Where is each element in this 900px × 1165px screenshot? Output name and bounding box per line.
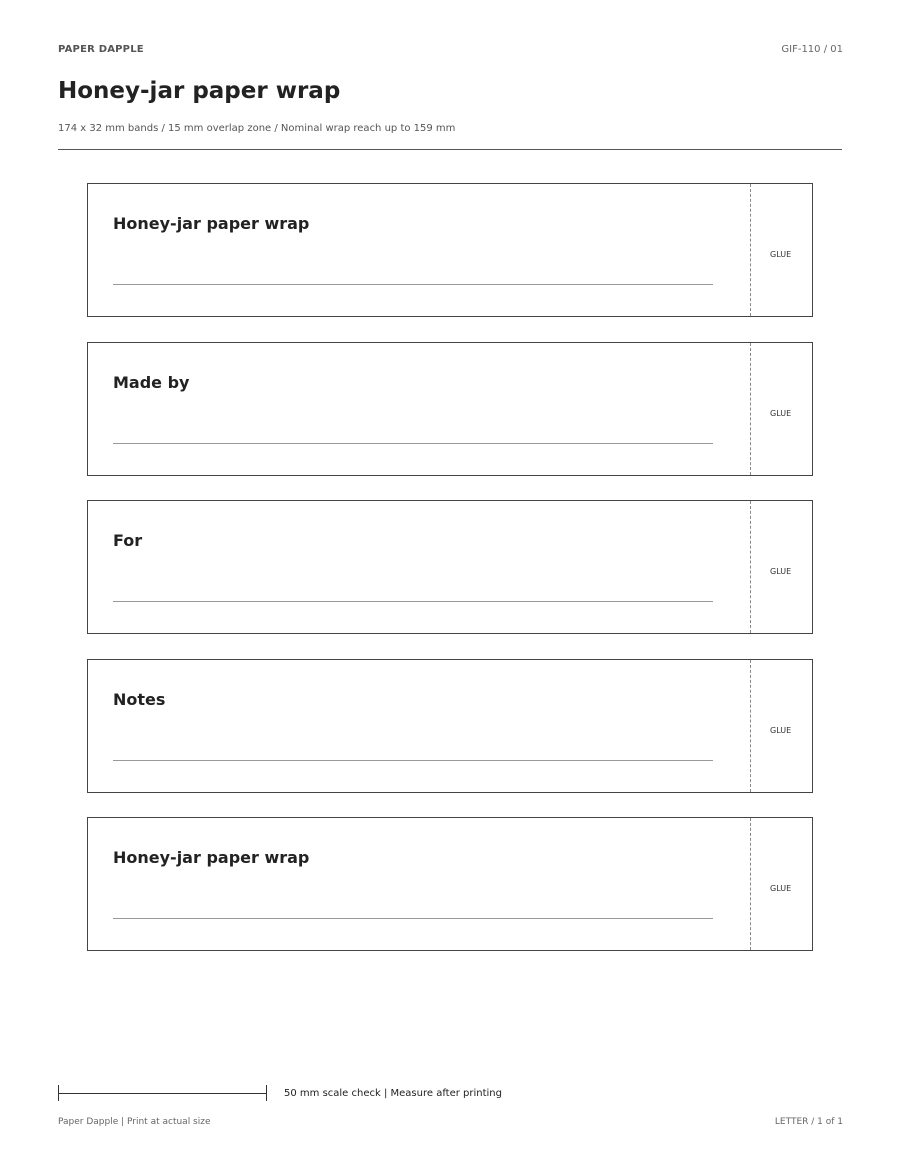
- wrap-band: [87, 817, 813, 951]
- scale-bar: [58, 1085, 267, 1101]
- footer-left: Paper Dapple | Print at actual size: [58, 1117, 211, 1127]
- band-label: Honey-jar paper wrap: [113, 214, 310, 233]
- glue-label: GLUE: [770, 408, 792, 418]
- band-write-line: [113, 601, 713, 602]
- scale-label: 50 mm scale check | Measure after printing: [284, 1088, 502, 1099]
- wrap-bands: [87, 183, 813, 976]
- glue-label: GLUE: [770, 884, 792, 893]
- wrap-band: [87, 342, 813, 476]
- glue-divider: [750, 343, 751, 475]
- glue-label: GLUE: [770, 725, 792, 735]
- page-title: Honey-jar paper wrap: [58, 78, 341, 104]
- band-label: For: [113, 531, 143, 550]
- glue-divider: [750, 501, 751, 633]
- page-subtitle: 174 x 32 mm bands / 15 mm overlap zone / Nominal wrap reach up to 159 mm: [58, 123, 456, 134]
- band-label: Made by: [113, 372, 190, 392]
- glue-label: GLUE: [770, 250, 792, 259]
- band-label: Notes: [113, 689, 166, 709]
- wrap-band: [87, 659, 813, 793]
- wrap-band: [87, 500, 813, 634]
- brand-name: PAPER DAPPLE: [58, 44, 144, 55]
- band-label: Honey-jar paper wrap: [113, 848, 310, 867]
- band-write-line: [113, 760, 713, 761]
- header-rule: [58, 149, 842, 150]
- wrap-band: [87, 183, 813, 317]
- glue-divider: [750, 660, 751, 792]
- band-write-line: [113, 284, 713, 285]
- scale-tick-right: [266, 1085, 267, 1101]
- band-write-line: [113, 443, 713, 444]
- document-code: GIF-110 / 01: [781, 44, 843, 55]
- footer-right: LETTER / 1 of 1: [774, 1117, 843, 1127]
- glue-divider: [750, 184, 751, 316]
- scale-line: [58, 1093, 267, 1094]
- glue-label: GLUE: [770, 567, 792, 576]
- band-write-line: [113, 918, 713, 919]
- glue-divider: [750, 818, 751, 950]
